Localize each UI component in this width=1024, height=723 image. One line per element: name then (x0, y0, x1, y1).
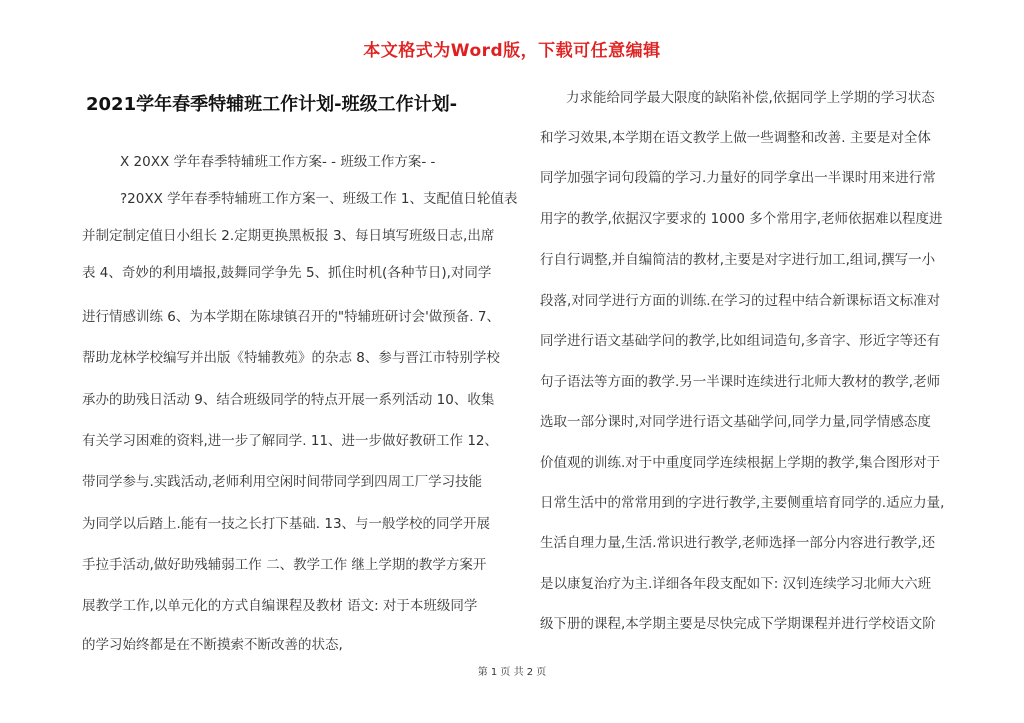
text-line: 同学加强字词句段篇的学习.力量好的同学拿出一半课时用来进行常 (540, 170, 936, 186)
text-line: 同学进行语文基础学问的教学,比如组词造句,多音字、形近字等还有 (540, 333, 941, 349)
text-line: 并制定制定值日小组长 2.定期更换黑板报 3、每日填写班级日志,出席 (82, 228, 495, 244)
text-line: 生活自理力量,生活.常识进行教学,老师选择一部分内容进行教学,还 (540, 535, 936, 551)
text-line: 价值观的训练.对于中重度同学连续根据上学期的教学,集合图形对于 (540, 455, 941, 471)
text-line: 表 4、奇妙的利用墙报,鼓舞同学争先 5、抓住时机(各种节日),对同学 (82, 265, 492, 281)
text-line: 带同学参与.实践活动,老师利用空闲时间带同学到四周工厂学习技能 (82, 474, 483, 490)
text-line: 进行情感训练 6、为本学期在陈埭镇召开的"特辅班研讨会'做预备. 7、 (82, 309, 500, 325)
download-banner: 本文格式为Word版，下载可任意编辑 (363, 41, 661, 61)
text-line: ?20XX 学年春季特辅班工作方案一、班级工作 1、支配值日轮值表 (120, 191, 518, 207)
text-line: 帮助龙林学校编写并出版《特辅教苑》的杂志 8、参与晋江市特别学校 (82, 350, 500, 366)
text-line: 和学习效果,本学期在语文教学上做一些调整和改善. 主要是对全体 (540, 130, 931, 146)
text-line: 句子语法等方面的教学.另一半课时连续进行北师大教材的教学,老师 (540, 374, 941, 390)
text-line: 手拉手活动,做好助残辅弱工作 二、教学工作 继上学期的教学方案开 (82, 557, 487, 573)
text-line: 力求能给同学最大限度的缺陷补偿,依据同学上学期的学习状态 (566, 90, 935, 106)
text-line: 为同学以后踏上.能有一技之长打下基础. 13、与一般学校的同学开展 (82, 516, 491, 532)
text-line: 的学习始终都是在不断摸索不断改善的状态, (82, 637, 343, 653)
text-line: 选取一部分课时,对同学进行语文基础学问,同学力量,同学情感态度 (540, 414, 931, 430)
text-line: 用字的教学,依据汉字要求的 1000 多个常用字,老师依据难以程度进 (540, 211, 943, 227)
text-line: 展教学工作,以单元化的方式自编课程及教材 语文: 对于本班级同学 (82, 598, 478, 614)
text-line: 是以康复治疗为主.详细各年段支配如下: 汉钊连续学习北师大六班 (540, 576, 932, 592)
text-line: 有关学习困难的资料,进一步了解同学. 11、进一步做好教研工作 12、 (82, 433, 499, 449)
text-line: 承办的助残日活动 9、结合班级同学的特点开展一系列活动 10、收集 (82, 392, 495, 408)
text-line: X 20XX 学年春季特辅班工作方案- - 班级工作方案- - (120, 154, 436, 170)
text-line: 日常生活中的常常用到的字进行教学,主要侧重培育同学的.适应力量, (540, 495, 945, 511)
page-number-footer: 第 1 页 共 2 页 (477, 667, 547, 678)
text-line: 行自行调整,并自编简洁的教材,主要是对字进行加工,组词,撰写一小 (540, 252, 936, 268)
text-line: 级下册的课程,本学期主要是尽快完成下学期课程并进行学校语文阶 (540, 616, 936, 632)
text-line: 段落,对同学进行方面的训练.在学习的过程中结合新课标语文标准对 (540, 293, 941, 309)
document-title: 2021学年春季特辅班工作计划-班级工作计划- (86, 94, 458, 115)
